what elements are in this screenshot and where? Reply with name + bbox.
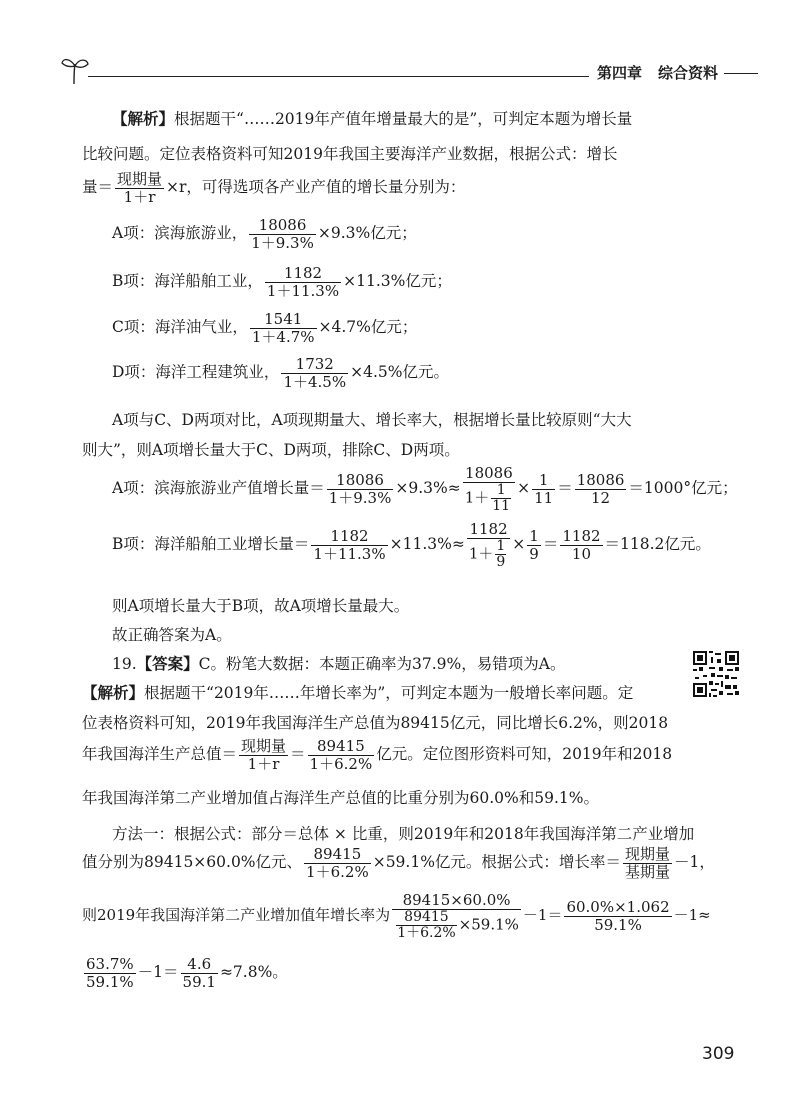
conclusion-1: 则A项增长量大于B项，故A项增长量最大。 [112, 597, 410, 615]
option-a: A项：滨海旅游业， $\frac{18086}{1+9.3\%}$ ×9.3%亿元； [112, 215, 417, 252]
leaf-icon [60, 54, 90, 86]
running-header [60, 50, 760, 90]
method-1-line-2: 值分别为89415×60.0%亿元、 $\frac{89415}{1+6.2\%}$ ×59.1%亿元。根据公式：增长率＝ $\frac{\text{现期量}}{\text{基期量}}$ －1， [82, 844, 715, 881]
option-c: C项：海洋油气业， $\frac{1541}{1+4.7\%}$ ×4.7%亿元； [112, 309, 418, 346]
option-d: D项：海洋工程建筑业， $\frac{1732}{1+4.5\%}$ ×4.5%亿元。 [112, 354, 449, 391]
equation-b: B项：海洋船舶工业增长量＝ $\frac{1182}{1+11.3\%}$ ×11.3%≈ 1182 1＋ $\frac{1}{9}$ × $\frac{1}{9}$ ＝ $\frac{1182}{10}$ ＝118.2亿元。 [112, 519, 711, 570]
formula-total-2018: 年我国海洋生产总值＝ $\frac{\text{现期量}}{1+r}$ ＝ $\frac{89415}{1+6.2\%}$ 亿元。定位图形资料可知，2019年和2018 [82, 736, 673, 773]
analysis-tag: 【解析】 [112, 109, 175, 128]
comparison-line-1: A项与C、D两项对比，A项现期量大、增长率大，根据增长量比较原则“大大 [112, 411, 632, 429]
conclusion-2: 故正确答案为A。 [112, 626, 232, 644]
analysis-paragraph-1: 【解析】根据题干“……2019年产值年增量最大的是”，可判定本题为增长量 [112, 109, 633, 128]
formula-growth: 量＝ $\frac{\text{现期量}}{1+r}$ ×r，可得选项各产业产值的增长量分别为： [82, 169, 466, 206]
section-label: 综合资料 [657, 64, 718, 82]
method-1-line-1: 方法一：根据公式：部分＝总体 × 比重，则2019年和2018年我国海洋第二产业增加 [112, 825, 695, 843]
page-number: 309 [702, 1044, 735, 1064]
method-1-line-4: $\frac{63.7\%}{59.1\%}$ －1＝ $\frac{4.6}{59.1}$ ≈7.8%。 [86, 954, 288, 991]
method-1-line-3: 则2019年我国海洋第二产业增加值年增长率为 89415×60.0% $\frac{89415}{1+6.2\%}$ ×59.1% －1＝ $\frac{60.0\%\times 1.062}{59.1\%}$ －1≈ [82, 890, 711, 941]
qr-code[interactable] [693, 651, 739, 697]
chapter-label: 第四章 [596, 64, 642, 82]
analysis-paragraph-2: 【解析】根据题干“2019年……年增长率为”，可判定本题为一般增长率问题。定 [82, 683, 634, 702]
comparison-line-2: 则大”，则A项增长量大于C、D两项，排除C、D两项。 [82, 441, 460, 459]
answer-19: 19.【答案】C。粉笔大数据：本题正确率为37.9%，易错项为A。 [112, 654, 566, 673]
equation-a: A项：滨海旅游业产值增长量＝ $\frac{18086}{1+9.3\%}$ ×9.3%≈ 18086 1＋ $\frac{1}{11}$ × $\frac{1}{11}$ ＝ $\frac{18086}{12}$ ＝1000°亿元； [112, 463, 738, 514]
option-b: B项：海洋船舶工业， $\frac{1182}{1+11.3\%}$ ×11.3%亿元； [112, 263, 452, 300]
